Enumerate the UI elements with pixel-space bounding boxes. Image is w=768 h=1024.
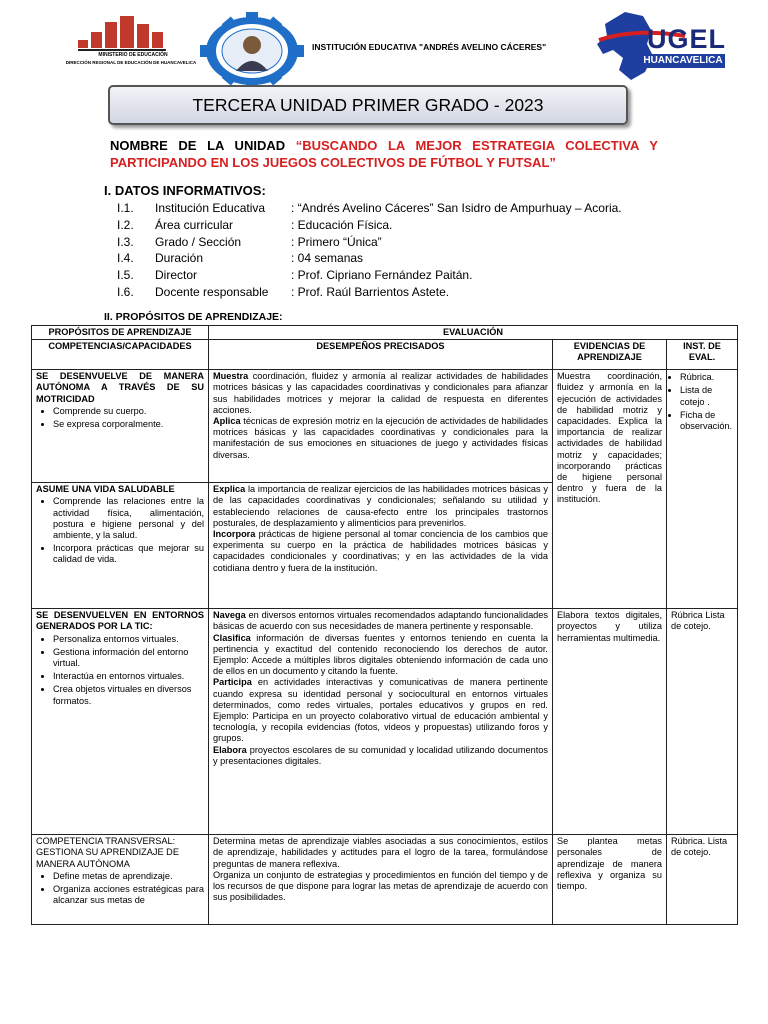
capacidad-item: • Organiza acciones estratégicas para alcanzar sus metas de: [53, 884, 204, 906]
info-value: : Primero “Única”: [291, 234, 382, 249]
ugel-word: UGEL: [647, 24, 727, 54]
instrumento-item: • Lista de cotejo .: [680, 385, 733, 407]
desempeno-paragraph: Organiza un conjunto de estrategias y procedimientos en función del tiempo y de los recursos de que dispone para lograr las metas de aprendizaje de acuerdo con sus posibilidades.: [213, 869, 548, 903]
desempeno-verb: Navega: [213, 610, 246, 621]
info-value: : Prof. Cipriano Fernández Paitán.: [291, 268, 473, 283]
competencia-cell: [32, 483, 209, 609]
header-inst-eval: INST. DE EVAL.: [667, 340, 738, 370]
evidencia-cell: Muestra coordinación, fluidez y armonía en la ejecución de actividades de habilidad motriz y capacidades. Explica la importancia de realizar actividades de habilidad motriz y capacidades; incorporando prácticas de higiene personal dentro y fuera de la institución.: [553, 370, 667, 609]
desempeno-paragraph: [213, 745, 548, 767]
info-value: : Prof. Raúl Barrientos Astete.: [291, 284, 450, 299]
ugel-subtitle: HUANCAVELICA: [641, 54, 725, 68]
desempeno-paragraph: [213, 484, 548, 529]
desempeno-text: proyectos escolares de su comunidad y localidad utilizando documentos y presentaciones digitales.: [213, 744, 548, 766]
info-value: : Educación Física.: [291, 217, 393, 232]
desempeno-paragraph: [213, 529, 548, 574]
desempeno-verb: Participa: [213, 677, 252, 688]
desempeno-cell: [209, 609, 553, 835]
desempeno-text: en diversos entornos virtuales recomendados adaptando funcionalidades básicas de acuerdo con sus necesidades de manera pertinente y responsable.: [213, 610, 548, 632]
unit-label: NOMBRE DE LA UNIDAD: [110, 138, 286, 153]
table-row: [32, 609, 738, 835]
minedu-line1: MINISTERIO DE EDUCACIÓN: [98, 52, 168, 58]
info-label: Grado / Sección: [155, 234, 242, 249]
instrumento-item: • Rúbrica.: [680, 372, 733, 383]
desempeno-paragraph: [213, 416, 548, 461]
capacidad-item: • Comprende las relaciones entre la actividad física, alimentación, postura e higiene personal y del ambiente, y la salud.: [53, 496, 204, 541]
header-evaluacion: EVALUACIÓN: [209, 326, 738, 340]
school-crest-logo: [196, 12, 308, 90]
section-1-title: I. DATOS INFORMATIVOS:: [104, 183, 266, 198]
info-num: I.4.: [117, 251, 134, 266]
info-label: Docente responsable: [155, 284, 269, 299]
header-propositos: PROPÓSITOS DE APRENDIZAJE: [32, 326, 209, 340]
evidencia-cell: Elabora textos digitales, proyectos y utiliza herramientas multimedia.: [553, 609, 667, 835]
school-name: INSTITUCIÓN EDUCATIVA "ANDRÉS AVELINO CÁCERES": [312, 42, 547, 52]
capacidad-item: • Personaliza entornos virtuales.: [53, 634, 204, 645]
minedu-logo: [65, 14, 197, 70]
table-row: [32, 370, 738, 483]
capacidad-item: • Interactúa en entornos virtuales.: [53, 671, 204, 682]
header-evidencias: EVIDENCIAS DE APRENDIZAJE: [553, 340, 667, 370]
ugel-logo: [595, 10, 725, 82]
desempeno-verb: Incorpora: [213, 529, 256, 540]
desempeno-text: la importancia de realizar ejercicios de las habilidades motrices básicas y de las capacidades coordinativas y condicionales; señalando su utilidad y estableciendo relaciones de causa-efecto entre los principales trastornos posturales, de desplazamiento y alimenticios para prevenirlos.: [213, 484, 548, 528]
instrumento-item: • Ficha de observación.: [680, 410, 733, 432]
info-num: I.5.: [117, 268, 134, 283]
info-label: Institución Educativa: [155, 201, 266, 215]
info-num: I.1.: [117, 201, 134, 215]
header-desempenos: DESEMPEÑOS PRECISADOS: [209, 340, 553, 370]
desempeno-verb: Aplica: [213, 416, 241, 427]
minedu-bars-icon: [78, 14, 188, 52]
desempeno-paragraph: [213, 633, 548, 678]
competencia-cell: [32, 370, 209, 483]
competencia-cell: [32, 835, 209, 925]
desempeno-text: en actividades interactivas y comunicativas de manera pertinente cuando expresa su identidad personal y sociocultural en entornos virtuales determinados, como redes virtuales, portales educativos y grupos en red. Ejemplo: Participa en un proyecto colaborativo virtual de educación ambiental y tecnología, y recopila evidencias (fotos, videos y propuestas) utilizando foros y grupos.: [213, 677, 548, 744]
unit-name: “BUSCANDO LA MEJOR ESTRATEGIA COLECTIVA Y PARTICIPANDO EN LOS JUEGOS COLECTIVOS DE FÚTBOL Y FUTSAL”: [110, 138, 658, 170]
instrumento-cell: Rúbrica. Lista de cotejo.: [667, 835, 738, 925]
competencia-title: SE DESENVUELVE DE MANERA AUTÓNOMA A TRAVÉS DE SU MOTRICIDAD: [36, 371, 204, 404]
title-box: [108, 85, 628, 125]
instrumento-cell: Rúbrica Lista de cotejo.: [667, 609, 738, 835]
section-2-title: II. PROPÓSITOS DE APRENDIZAJE:: [104, 311, 283, 323]
header-competencias: COMPETENCIAS/CAPACIDADES: [32, 340, 209, 370]
info-label: Director: [155, 268, 198, 283]
desempeno-paragraph: [213, 610, 548, 632]
desempeno-verb: Clasifica: [213, 632, 251, 643]
desempeno-text: coordinación, fluidez y armonía al realizar actividades de habilidades motrices básicas y las capacidades coordinativas y condicionales para afianzar sus habilidades motrices y mejorar la calidad de respuesta en diferentes acciones.: [213, 371, 548, 415]
info-num: I.2.: [117, 217, 134, 232]
desempeno-text: información de diversas fuentes y entornos teniendo en cuenta la pertinencia y exactitud del contenido reconociendo los derechos de autor. Ejemplo: Accede a múltiples libros digitales obteniendo información de cada uno de ellos en un documento y citando la fuente.: [213, 632, 548, 677]
info-label: Área curricular: [155, 217, 234, 232]
desempeno-paragraph: Determina metas de aprendizaje viables asociadas a sus conocimientos, estilos de aprendizaje, habilidades y actitudes para el logro de la tarea, formulándose preguntas de manera reflexiva.: [213, 836, 548, 869]
competencia-cell: [32, 609, 209, 835]
capacidad-item: • Crea objetos virtuales en diversos formatos.: [53, 684, 204, 706]
capacidad-item: • Incorpora prácticas que mejorar su calidad de vida.: [53, 543, 204, 565]
desempeno-cell: [209, 835, 553, 925]
desempeno-text: técnicas de expresión motriz en la ejecución de actividades de habilidades motrices básicas y las capacidades coordinativas y condicionales para la manifestación de sus emociones en situaciones de juego y actividades físicas diversas.: [213, 416, 548, 460]
capacidad-item: • Comprende su cuerpo.: [53, 406, 204, 417]
competencia-title: COMPETENCIA TRANSVERSAL: GESTIONA SU APRENDIZAJE DE MANERA AUTÓNOMA: [36, 836, 179, 869]
info-value: : “Andrés Avelino Cáceres” San Isidro de Ampurhuay – Acoria.: [291, 201, 622, 215]
info-num: I.3.: [117, 234, 134, 249]
evidencia-cell: Se plantea metas personales de aprendizaje de manera reflexiva y organiza su tiempo.: [553, 835, 667, 925]
desempeno-cell: [209, 370, 553, 483]
info-num: I.6.: [117, 284, 134, 299]
table-subheader-row: [32, 340, 738, 370]
desempeno-paragraph: [213, 677, 548, 744]
capacidad-item: • Define metas de aprendizaje.: [53, 871, 204, 882]
instrumento-cell: [667, 370, 738, 609]
table-row: [32, 835, 738, 925]
minedu-line2: DIRECCIÓN REGIONAL DE EDUCACIÓN DE HUANCAVELICA: [65, 60, 197, 65]
competencia-title: ASUME UNA VIDA SALUDABLE: [36, 484, 175, 495]
purposes-table: [31, 325, 738, 925]
desempeno-verb: Elabora: [213, 744, 247, 755]
capacidad-item: • Gestiona información del entorno virtual.: [53, 647, 204, 669]
competencia-title: SE DESENVUELVEN EN ENTORNOS GENERADOS POR LA TIC:: [36, 610, 204, 632]
desempeno-verb: Muestra: [213, 371, 249, 382]
unit-name-block: [110, 137, 658, 171]
desempeno-text: prácticas de higiene personal al tomar conciencia de los cambios que experimenta su cuerpo en la práctica de habilidades motrices básicas y capacidades condicionales y coordinativas; y en las actividades de la vida cotidiana dentro y fuera de la institución.: [213, 529, 548, 573]
desempeno-verb: Explica: [213, 484, 246, 495]
gear-crest-icon: [196, 12, 308, 90]
desempeno-cell: [209, 483, 553, 609]
capacidad-item: • Se expresa corporalmente.: [53, 419, 204, 430]
desempeno-paragraph: [213, 371, 548, 416]
table-header-row: [32, 326, 738, 340]
page-title: TERCERA UNIDAD PRIMER GRADO - 2023: [192, 95, 544, 115]
info-value: : 04 semanas: [291, 251, 364, 266]
info-label: Duración: [155, 251, 204, 266]
